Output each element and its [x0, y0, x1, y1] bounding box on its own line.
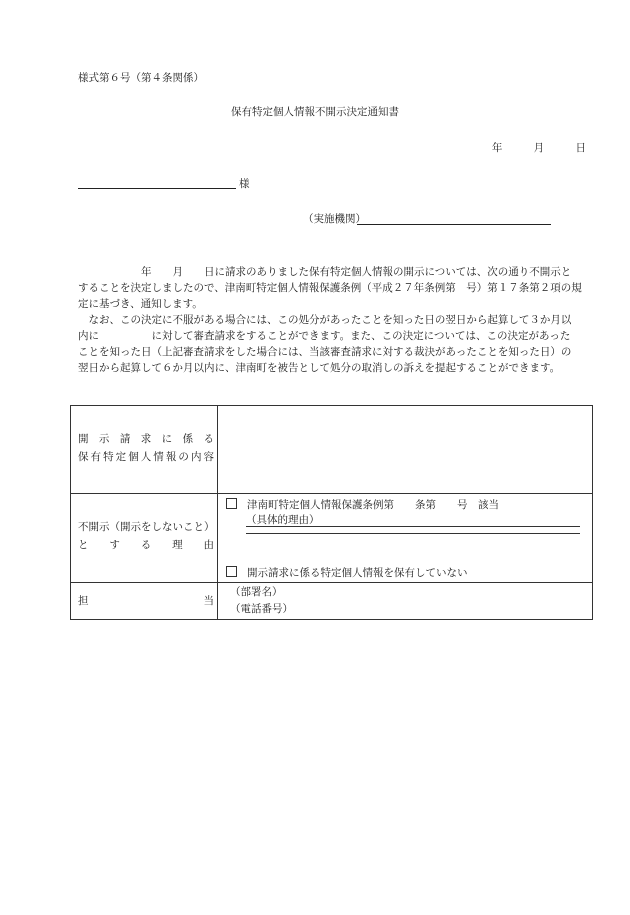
- content-label-line2: 保有特定個人情報の内容: [78, 451, 214, 463]
- body-line: 翌日から起算して６か月以内に、津南町を被告として処分の取消しの訴えを提起することができます。: [78, 362, 561, 374]
- agency-label: （実施機関）: [303, 213, 366, 225]
- reason-label-line2: とする理由: [78, 539, 214, 551]
- checkbox-ordinance[interactable]: [226, 498, 237, 509]
- reason-line-1[interactable]: [246, 514, 580, 527]
- info-table: [70, 405, 593, 620]
- body-line: 年 月 日に請求のありました保有特定個人情報の開示については、次の通り不開示と: [78, 266, 572, 278]
- date-month: 月: [533, 142, 545, 154]
- body-paragraph-1: [78, 264, 588, 312]
- reason-value-cell: [218, 494, 593, 583]
- body-paragraph-2: [78, 312, 588, 376]
- table-row-reason: [71, 494, 593, 583]
- content-label-line1: 開示請求に係る: [78, 433, 214, 445]
- reason-line-2[interactable]: [246, 532, 580, 534]
- option-not-held-label: 開示請求に係る特定個人情報を保有していない: [247, 567, 468, 579]
- reason-label-cell: [71, 494, 218, 583]
- body-line: することを決定しましたので、津南町特定個人情報保護条例（平成２７年条例第 号）第１７条第２項の規: [78, 282, 582, 294]
- content-value-cell[interactable]: [218, 406, 593, 494]
- contact-label-cell: [71, 583, 218, 620]
- date-year: 年: [491, 142, 503, 154]
- addressee-blank: [78, 176, 236, 189]
- body-line: なお、この決定に不服がある場合には、この処分があったことを知った日の翌日から起算して３か月以: [78, 314, 572, 326]
- specific-reason-label: （具体的理由）: [246, 514, 320, 526]
- contact-label: 担当: [78, 595, 214, 607]
- date-day: 日: [575, 142, 586, 154]
- phone-label: （電話番号）: [230, 603, 293, 615]
- department-label: （部署名）: [230, 586, 283, 598]
- date-line: [464, 140, 586, 155]
- document-title: 保有特定個人情報不開示決定通知書: [231, 106, 399, 118]
- option-ordinance-label: 津南町特定個人情報保護条例第 条第 号 該当: [247, 499, 499, 511]
- contact-value-cell: [218, 583, 593, 620]
- body-line: 内に に対して審査請求をすることができます。また、この決定については、この決定があった: [78, 330, 571, 342]
- addressee-suffix: 様: [239, 178, 250, 190]
- checkbox-not-held[interactable]: [226, 566, 237, 577]
- table-row-contact: [71, 583, 593, 620]
- reason-label-line1: 不開示（開示をしないこと）: [78, 521, 215, 533]
- body-line: ことを知った日（上記審査請求をした場合には、当該審査請求に対する裁決があったことを知った日）の: [78, 346, 572, 358]
- agency-blank: [357, 212, 551, 225]
- form-number: 様式第６号（第４条関係）: [78, 72, 204, 84]
- table-row-content: [71, 406, 593, 494]
- body-line: 定に基づき、通知します。: [78, 298, 203, 310]
- content-label-cell: [71, 406, 218, 494]
